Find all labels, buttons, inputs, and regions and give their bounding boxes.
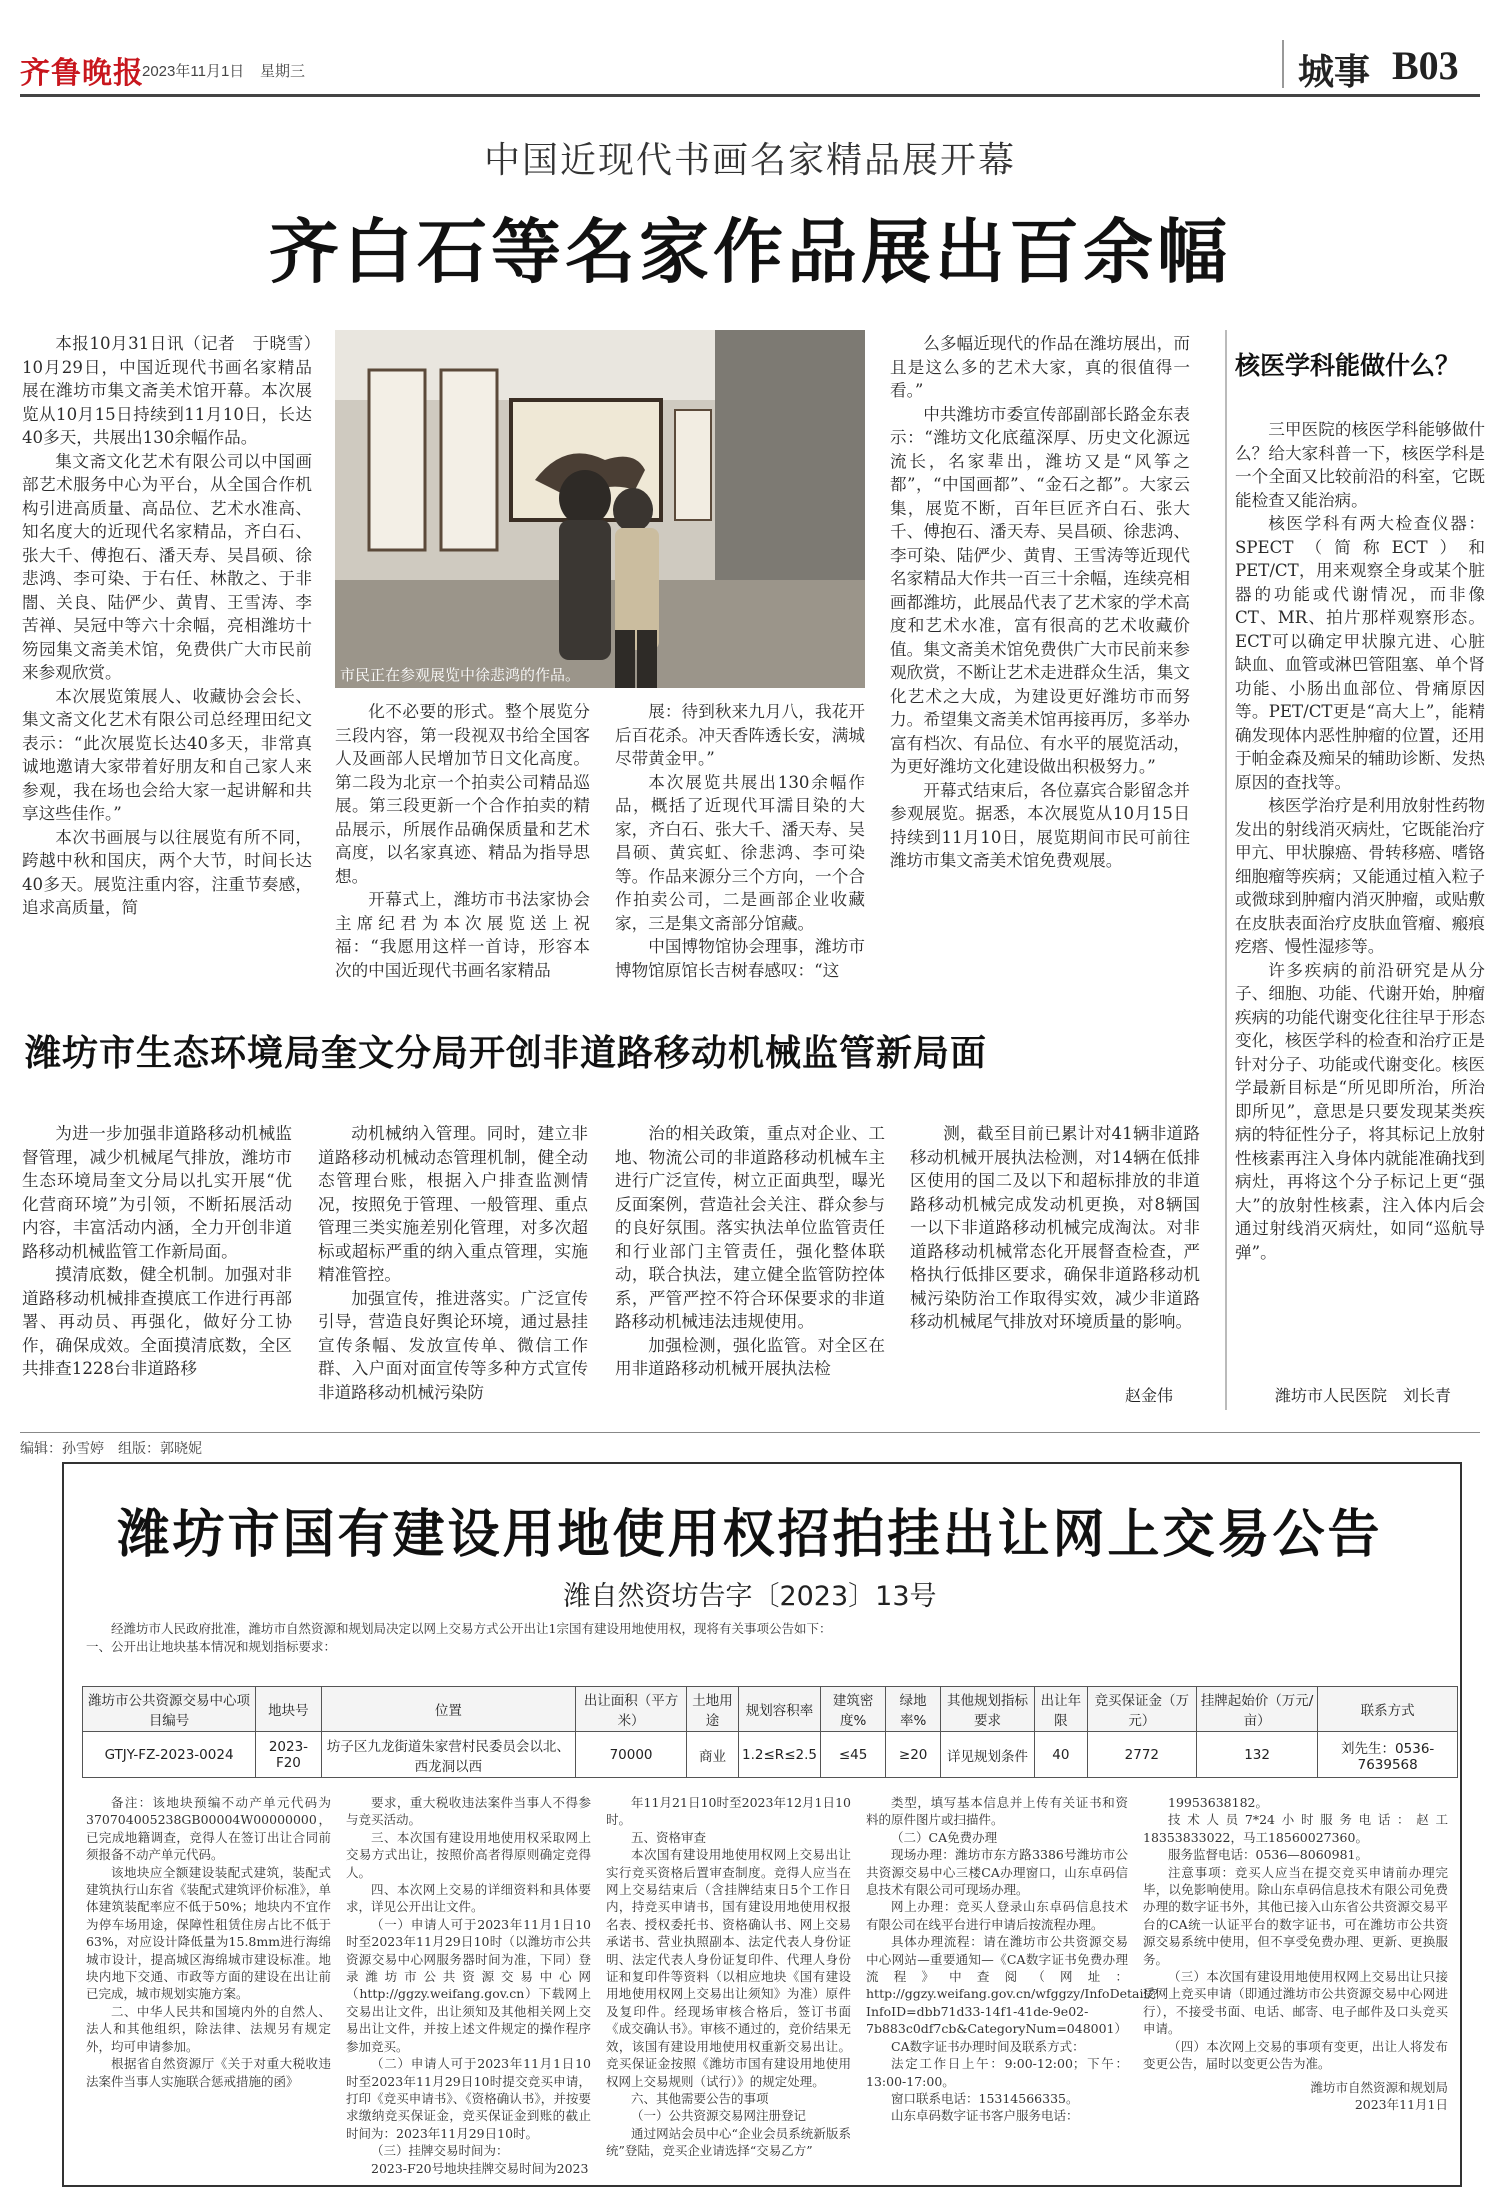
story1-col-3 [615, 700, 865, 1022]
paragraph: 2023-F20号地块挂牌交易时间为2023 [371, 2160, 589, 2176]
page-number: B03 [1392, 43, 1459, 88]
table-header-cell: 其他规划指标要求 [941, 1687, 1035, 1732]
notice-col-1 [86, 1794, 331, 2178]
story2-author: 赵金伟 [1125, 1386, 1174, 1405]
sidebar-title: 核医学科能做什么？ [1235, 351, 1461, 380]
story1-col-1 [22, 332, 312, 1022]
paragraph: 三甲医院的核医学科能够做什么？给大家科普一下，核医学科是一个全面又比较前沿的科室，它既能检查又能治病。 [1235, 420, 1485, 510]
table-header-cell: 绿地率% [886, 1687, 941, 1732]
table-cell: 2772 [1087, 1732, 1196, 1778]
table-header-cell: 地块号 [256, 1687, 322, 1732]
newspaper-logo: 齐鲁晚报 [20, 56, 144, 91]
story2-title: 潍坊市生态环境局奎文分局开创非道路移动机械监管新局面 [25, 1032, 988, 1074]
story2-col-4 [910, 1122, 1200, 1377]
paragraph: 许多疾病的前沿研究是从分子、细胞、功能、代谢开始，肿瘤疾病的功能代谢变化往往早于形态变化，核医学科的检查和治疗正是针对分子、功能或代谢变化。核医学最新目标是“所见即所治，所治即所见”，意思是只要发现某类疾病的特征性分子，将其标记上放射性核素再注入身体内就能准确找到病灶，再将这个分子标记上更“强大”的放射性核素，注入体内后会通过射线消灭病灶，如同“巡航导弹”。 [1235, 960, 1485, 1262]
table-header-cell: 联系方式 [1318, 1687, 1458, 1732]
paragraph: 本次书画展与以往展览有所不同，跨越中秋和国庆，两个大节，时间长达40多天。展览注重内容，注重节奏感，追求高质量，简 [22, 827, 312, 917]
paragraph: （四）本次网上交易的事项有变更，出让人将发布变更公告，届时以变更公告为准。 [1143, 2038, 1448, 2072]
paragraph: 山东卓码数字证书客户服务电话： [891, 2108, 1079, 2124]
table-cell: ≥20 [886, 1732, 941, 1778]
table-cell: ≤45 [820, 1732, 885, 1778]
paragraph: 类型，填写基本信息并上传有关证书和资料的原件图片或扫描件。 [866, 1795, 1128, 1828]
table-header-cell: 潍坊市公共资源交易中心项目编号 [83, 1687, 256, 1732]
paragraph: 二、中华人民共和国境内外的自然人、法人和其他组织，除法律、法规另有规定外，均可申请参加。 [86, 2003, 331, 2054]
masthead-divider [1282, 40, 1284, 88]
paragraph: 注意事项：竞买人应当在提交竞买申请前办理完毕，以免影响使用。除山东卓码信息技术有限公司免费办理的数字证书外，其他已接入山东省公共资源交易平台的CA统一认证平台的数字证书，可在潍坊市公共资源交易系统中使用，但不享受免费办理、更新、更换服务。 [1143, 1864, 1448, 1967]
paragraph: 加强检测，强化监管。对全区在用非道路移动机械开展执法检 [615, 1335, 885, 1378]
paragraph: 要求，重大税收违法案件当事人不得参与竞买活动。 [346, 1795, 591, 1828]
paragraph: （三）本次国有建设用地使用权网上交易出让只接受网上竞买申请（即通过潍坊市公共资源交易中心网进行），不接受书面、电话、邮寄、电子邮件及口头竞买申请。 [1143, 1969, 1448, 2037]
paragraph: 根据省自然资源厅《关于对重大税收违法案件当事人实施联合惩戒措施的函》 [86, 2056, 331, 2089]
table-cell: 坊子区九龙街道朱家营村民委员会以北、西龙洞以西 [321, 1732, 575, 1778]
paragraph: 化不必要的形式。整个展览分三段内容，第一段视双书给全国客人及画部人民增加节日文化高度。第二段为北京一个拍卖公司精品巡展。第三段更新一个合作拍卖的精品展示，所展作品确保质量和艺术高度，以名家真迹、精品为指导思想。 [335, 702, 590, 886]
paragraph: 展：待到秋来九月八，我花开后百花杀。冲天香阵透长安，满城尽带黄金甲。” [615, 702, 865, 768]
paragraph: CA数字证书办理时间及联系方式： [891, 2038, 1085, 2054]
table-header-row [83, 1687, 1458, 1732]
story2-col-1 [22, 1122, 292, 1422]
paragraph: 网上办理：竞买人登录山东卓码信息技术有限公司在线平台进行申请后按流程办理。 [866, 1899, 1128, 1932]
table-cell: GTJY-FZ-2023-0024 [83, 1732, 256, 1778]
masthead [20, 40, 1480, 93]
table-cell: 132 [1196, 1732, 1317, 1778]
paragraph: 本次展览共展出130余幅作品，概括了近现代耳濡目染的大家，齐白石、张大千、潘天寿、吴昌硕、黄宾虹、徐悲鸿、李可染等。作品来源分三个方向，一个合作拍卖公司，二是画部企业收藏家，三是集文斋部分馆藏。 [615, 772, 865, 933]
paragraph: （二）申请人可于2023年11月1日10时至2023年11月29日10时提交竞买申请，打印《竞买申请书》、《资格确认书》，并按要求缴纳竞买保证金，竞买保证金到账的截止时间为：2023年11月29日10时。 [346, 2056, 591, 2141]
paragraph: （二）CA免费办理 [891, 1829, 998, 1845]
table-header-cell: 挂牌起始价（万元/亩） [1196, 1687, 1317, 1732]
paragraph: 服务监督电话：0536—8060981。 [1168, 1847, 1368, 1863]
notice-col-4 [866, 1794, 1159, 2178]
paragraph: 备注：该地块预编不动产单元代码为370704005238GB00004W00000000，已完成地籍调查，竞得人在签订出让合同前须报备不动产单元代码。 [86, 1795, 331, 1863]
paragraph: 19953638182。 [1168, 1795, 1268, 1810]
table-header-cell: 建筑密度% [820, 1687, 885, 1732]
paragraph: 通过网站会员中心“企业会员系统新版系统”登陆，竞买企业请选择“交易乙方” [606, 2125, 851, 2159]
table-header-cell: 出让面积（平方米） [576, 1687, 687, 1732]
table-header-cell: 规划容积率 [739, 1687, 821, 1732]
table-cell: 刘先生：0536-7639568 [1318, 1732, 1458, 1778]
paragraph: 窗口联系电话：15314566335。 [891, 2090, 1079, 2106]
paragraph: 开幕式结束后，各位嘉宾合影留念并参观展览。据悉，本次展览从10月15日持续到11月10日，展览期间市民可前往潍坊市集文斋美术馆免费观展。 [890, 780, 1190, 870]
story1-headline: 齐白石等名家作品展出百余幅 [269, 210, 1231, 293]
paragraph: 核医学科有两大检查仪器：SPECT（简称ECT）和PET/CT，用来观察全身或某个脏器的功能或代谢情况，而非像CT、MR、拍片那样观察形态。ECT可以确定甲状腺亢进、心脏缺血、血管或淋巴管阻塞、单个肾功能、小肠出血部位、骨痛原因等。PET/CT更是“高大上”，能精确发现体内恶性肿瘤的位置，还用于帕金森及痴呆的辅助诊断、发热原因的查找等。 [1235, 514, 1485, 792]
paragraph: 中国博物馆协会理事，潍坊市博物馆原馆长吉树春感叹：“这 [615, 937, 865, 980]
paragraph: 测，截至目前已累计对41辆非道路移动机械开展执法检测，对14辆在低排区使用的国二及以下和超标排放的非道路移动机械完成发动机更换，对8辆国一以下非道路移动机械完成淘汰。对非道路移动机械常态化开展督查检查，严格执行低排区要求，确保非道路移动机械污染防治工作取得实效，减少非道路移动机械尾气排放对环境质量的影响。 [910, 1124, 1200, 1331]
paragraph: 摸清底数，健全机制。加强对非道路移动机械排查摸底工作进行再部署、再动员、再强化，做好分工协作，确保成效。全面摸清底数，全区共排查1228台非道路移 [22, 1265, 292, 1378]
masthead-rule [20, 94, 1480, 97]
notice-title: 潍坊市国有建设用地使用权招拍挂出让网上交易公告 [117, 1504, 1383, 1565]
exhibition-photo [335, 330, 865, 688]
paragraph: 该地块应全额建设装配式建筑，装配式建筑执行山东省《装配式建筑评价标准》，单体建筑装配率应不低于50%；地块内不宜作为停车场用途，保障性租赁住房占比不低于63%，对应设计降低量为15.8mm进行海绵城市设计，提高城区海绵城市建设标准。地块内地下交通、市政等方面的建设在出让前已完成，城市规划实施方案。 [86, 1864, 331, 2002]
paragraph: 开幕式上，潍坊市书法家协会主席纪君为本次展览送上祝福：“我愿用这样一首诗，形容本次的中国近现代书画名家精品 [335, 890, 590, 980]
notice-sign-date: 2023年11月1日 [1354, 2096, 1448, 2112]
paragraph: 技术人员7*24小时服务电话：赵工18353833022，马工18560027360。 [1143, 1812, 1448, 1845]
table-cell: 40 [1034, 1732, 1087, 1778]
table-header-cell: 出让年限 [1034, 1687, 1087, 1732]
sidebar-divider [1225, 330, 1227, 1410]
issue-date: 2023年11月1日 [142, 63, 245, 80]
notice-col-5-body [1143, 1794, 1448, 2073]
paragraph: 为进一步加强非道路移动机械监督管理，减少机械尾气排放，潍坊市生态环境局奎文分局以扎实开展“优化营商环境”为引领，不断拓展活动内容，丰富活动内涵，全力开创非道路移动机械监管工作新局面。 [22, 1124, 292, 1261]
paragraph: 动机械纳入管理。同时，建立非道路移动机械动态管理机制，健全动态管理台账，根据入户排查监测情况，按照免于管理、一般管理、重点管理三类实施差别化管理，对多次超标或超标严重的纳入重点管理，实施精准管控。 [318, 1124, 588, 1284]
sidebar-author: 潍坊市人民医院 刘长青 [1275, 1386, 1452, 1405]
table-header-cell: 位置 [321, 1687, 575, 1732]
paragraph: （一）公共资源交易网注册登记 [631, 2108, 807, 2124]
paragraph: 现场办理：潍坊市东方路3386号潍坊市公共资源交易中心三楼CA办理窗口，山东卓码信息技术有限公司可现场办理。 [866, 1847, 1128, 1898]
paragraph: 本报10月31日讯（记者 于晓雪）10月29日，中国近现代书画名家精品展在潍坊市集文斋美术馆开幕。本次展览从10月15日持续到11月10日，长达40多天，共展出130余幅作品。 [22, 334, 312, 447]
paragraph: （一）申请人可于2023年11月1日10时至2023年11月29日10时（以潍坊市公共资源交易中心网服务器时间为准，下同）登录潍坊市公共资源交易中心网（http://ggzy.weifang.gov.cn）下载网上交易出让文件，出让须知及其他相关网上交易出让文件，并按上述文件规定的操作程序参加竞买。 [346, 1916, 591, 2054]
paragraph: 加强宣传，推进落实。广泛宣传引导，营造良好舆论环境，通过悬挂宣传条幅、发放宣传单、微信工作群、入户面对面宣传等多种方式宣传非道路移动机械污染防 [318, 1288, 588, 1402]
sidebar-body [1235, 418, 1485, 1376]
paragraph: 六、其他需要公告的事项 [631, 2090, 769, 2106]
paragraph: 核医学治疗是利用放射性药物发出的射线消灭病灶，它既能治疗甲亢、甲状腺癌、骨转移癌、嗜铬细胞瘤等疾病；又能通过植入粒子或微球到肿瘤内消灭肿瘤，或贴敷在皮肤表面治疗皮肤血管瘤、瘢痕疙瘩、慢性湿疹等。 [1235, 796, 1485, 956]
paragraph: 本次国有建设用地使用权网上交易出让实行竞买资格后置审查制度。竞得人应当在网上交易结束后（含挂牌结束日5个工作日内，持竞买申请书，国有建设用地使用权报名表、授权委托书、资格确认书、网上交易承诺书、营业执照副本、法定代表人身份证明、法定代表人身份证复印件、代理人身份证和复印件等资料（以相应地块《国有建设用地使用权网上交易出让须知》为准）原件及复印件。经现场审核合格后，签订书面《成交确认书》。审核不通过的，竞价结果无效，该国有建设用地使用权重新交易出让。竞买保证金按照《潍坊市国有建设用地使用权网上交易规则（试行）》的规定处理。 [606, 1847, 851, 2089]
table-cell: 详见规划条件 [941, 1732, 1035, 1778]
paragraph: 治的相关政策，重点对企业、工地、物流公司的非道路移动机械车主进行广泛宣传，树立正面典型，曝光反面案例，营造社会关注、群众参与的良好氛围。落实执法单位监管责任和行业部门主管责任，强化整体联动，联合执法，建立健全监管防控体系，严管严控不符合环保要求的非道路移动机械违法违规使用。 [615, 1124, 885, 1331]
table-cell: 商业 [687, 1732, 739, 1778]
paragraph: 五、资格审查 [631, 1829, 707, 1845]
table-cell: 1.2≤R≤2.5 [739, 1732, 821, 1778]
paragraph: 中共潍坊市委宣传部副部长路金东表示：“潍坊文化底蕴深厚、历史文化源远流长，名家辈出，潍坊又是“风筝之都”，“中国画都”、“金石之都”。大家云集，展览不断，百年巨匠齐白石、张大千、傅抱石、潘天寿、吴昌硕、徐悲鸿、李可染、陆俨少、黄胄、王雪涛等近现代名家精品大作共一百三十余幅，连续亮相画都潍坊，此展品代表了艺术家的学术高度和艺术水准，富有很高的艺术收藏价值。集文斋美术馆免费供广大市民前来参观欣赏，不断让艺术走进群众生活，集文化艺术之大成，为建设更好潍坊市而努力。希望集文斋美术馆再接再厉，多举办富有档次、有品位、有水平的展览活动，为更好潍坊文化建设做出积极努力。” [890, 404, 1190, 776]
paragraph: 法定工作日上午：9:00-12:00；下午：13:00-17:00。 [866, 2056, 1128, 2089]
story1-subhead: 中国近现代书画名家精品展开幕 [483, 140, 1016, 181]
exhibition-photo-image [335, 330, 865, 688]
notice-intro-line: 一、公开出让地块基本情况和规划指标要求： [86, 1639, 337, 1654]
story1-col-4 [890, 332, 1190, 1022]
paragraph: 么多幅近现代的作品在潍坊展出，而且是这么多的艺术大家，真的很值得一看。” [890, 334, 1190, 400]
story1-col-2 [335, 700, 590, 1022]
table-cell: 2023-F20 [256, 1732, 322, 1778]
editor-credit: 编辑：孙雪婷 组版：郭晓妮 [20, 1432, 1480, 1458]
story2-col-3 [615, 1122, 885, 1422]
table-row [83, 1732, 1458, 1778]
notice-signature: 潍坊市自然资源和规划局 [1310, 2079, 1448, 2095]
table-header-cell: 竞买保证金（万元） [1087, 1687, 1196, 1732]
paragraph: 年11月21日10时至2023年12月1日10时。 [606, 1795, 851, 1828]
notice-intro-line: 经潍坊市人民政府批准，潍坊市自然资源和规划局决定以网上交易方式公开出让1宗国有建设用地使用权，现将有关事项公告如下： [111, 1621, 832, 1636]
paragraph: 三、本次国有建设用地使用权采取网上交易方式出让，按照价高者得原则确定竞得人。 [346, 1829, 591, 1880]
story2-col-2 [318, 1122, 588, 1422]
notice-col-3 [606, 1794, 851, 2178]
paragraph: 本次展览策展人、收藏协会会长、集文斋文化艺术有限公司总经理田纪文表示：“此次展览长达40多天，非常真诚地邀请大家带着好朋友和自己家人来参观，我在场也会给大家一起讲解和共享这些佳作。” [22, 686, 312, 823]
table-cell: 70000 [576, 1732, 687, 1778]
table-header-cell: 土地用途 [687, 1687, 739, 1732]
paragraph: 集文斋文化艺术有限公司以中国画部艺术服务中心为平台，从全国合作机构引进高质量、高品位、艺术水准高、知名度大的近现代名家精品，齐白石、张大千、傅抱石、潘天寿、吴昌硕、徐悲鸿、李可染、于右任、林散之、于非闇、关良、陆俨少、黄胄、王雪涛、李苦禅、吴冠中等六十余幅，亮相潍坊十笏园集文斋美术馆，免费供广大市民前来参观欣赏。 [22, 451, 312, 682]
section-name: 城事 [1298, 51, 1371, 93]
issue-weekday: 星期三 [260, 63, 306, 80]
notice-col-2 [346, 1794, 591, 2178]
paragraph: 四、本次网上交易的详细资料和具体要求，详见公开出让文件。 [346, 1882, 591, 1915]
notice-number: 潍自然资坊告字〔2023〕13号 [563, 1581, 937, 1612]
photo-caption: 市民正在参观展览中徐悲鸿的作品。 [340, 667, 581, 684]
paragraph: （三）挂牌交易时间为： [371, 2143, 509, 2159]
land-parcel-table [82, 1686, 1458, 1778]
paragraph: 具体办理流程：请在潍坊市公共资源交易中心网站—重要通知—《CA数字证书免费办理流程》中查阅（网址：http://ggzy.weifang.gov.cn/wfggzy/InfoDetail/?InfoID=dbb71d33-14f1-41de-9e02-7b883c0df7cb&CategoryNum=048001） [866, 1934, 1159, 2037]
notice-col-5 [1143, 1794, 1448, 2178]
notice-intro [86, 1620, 1446, 1656]
